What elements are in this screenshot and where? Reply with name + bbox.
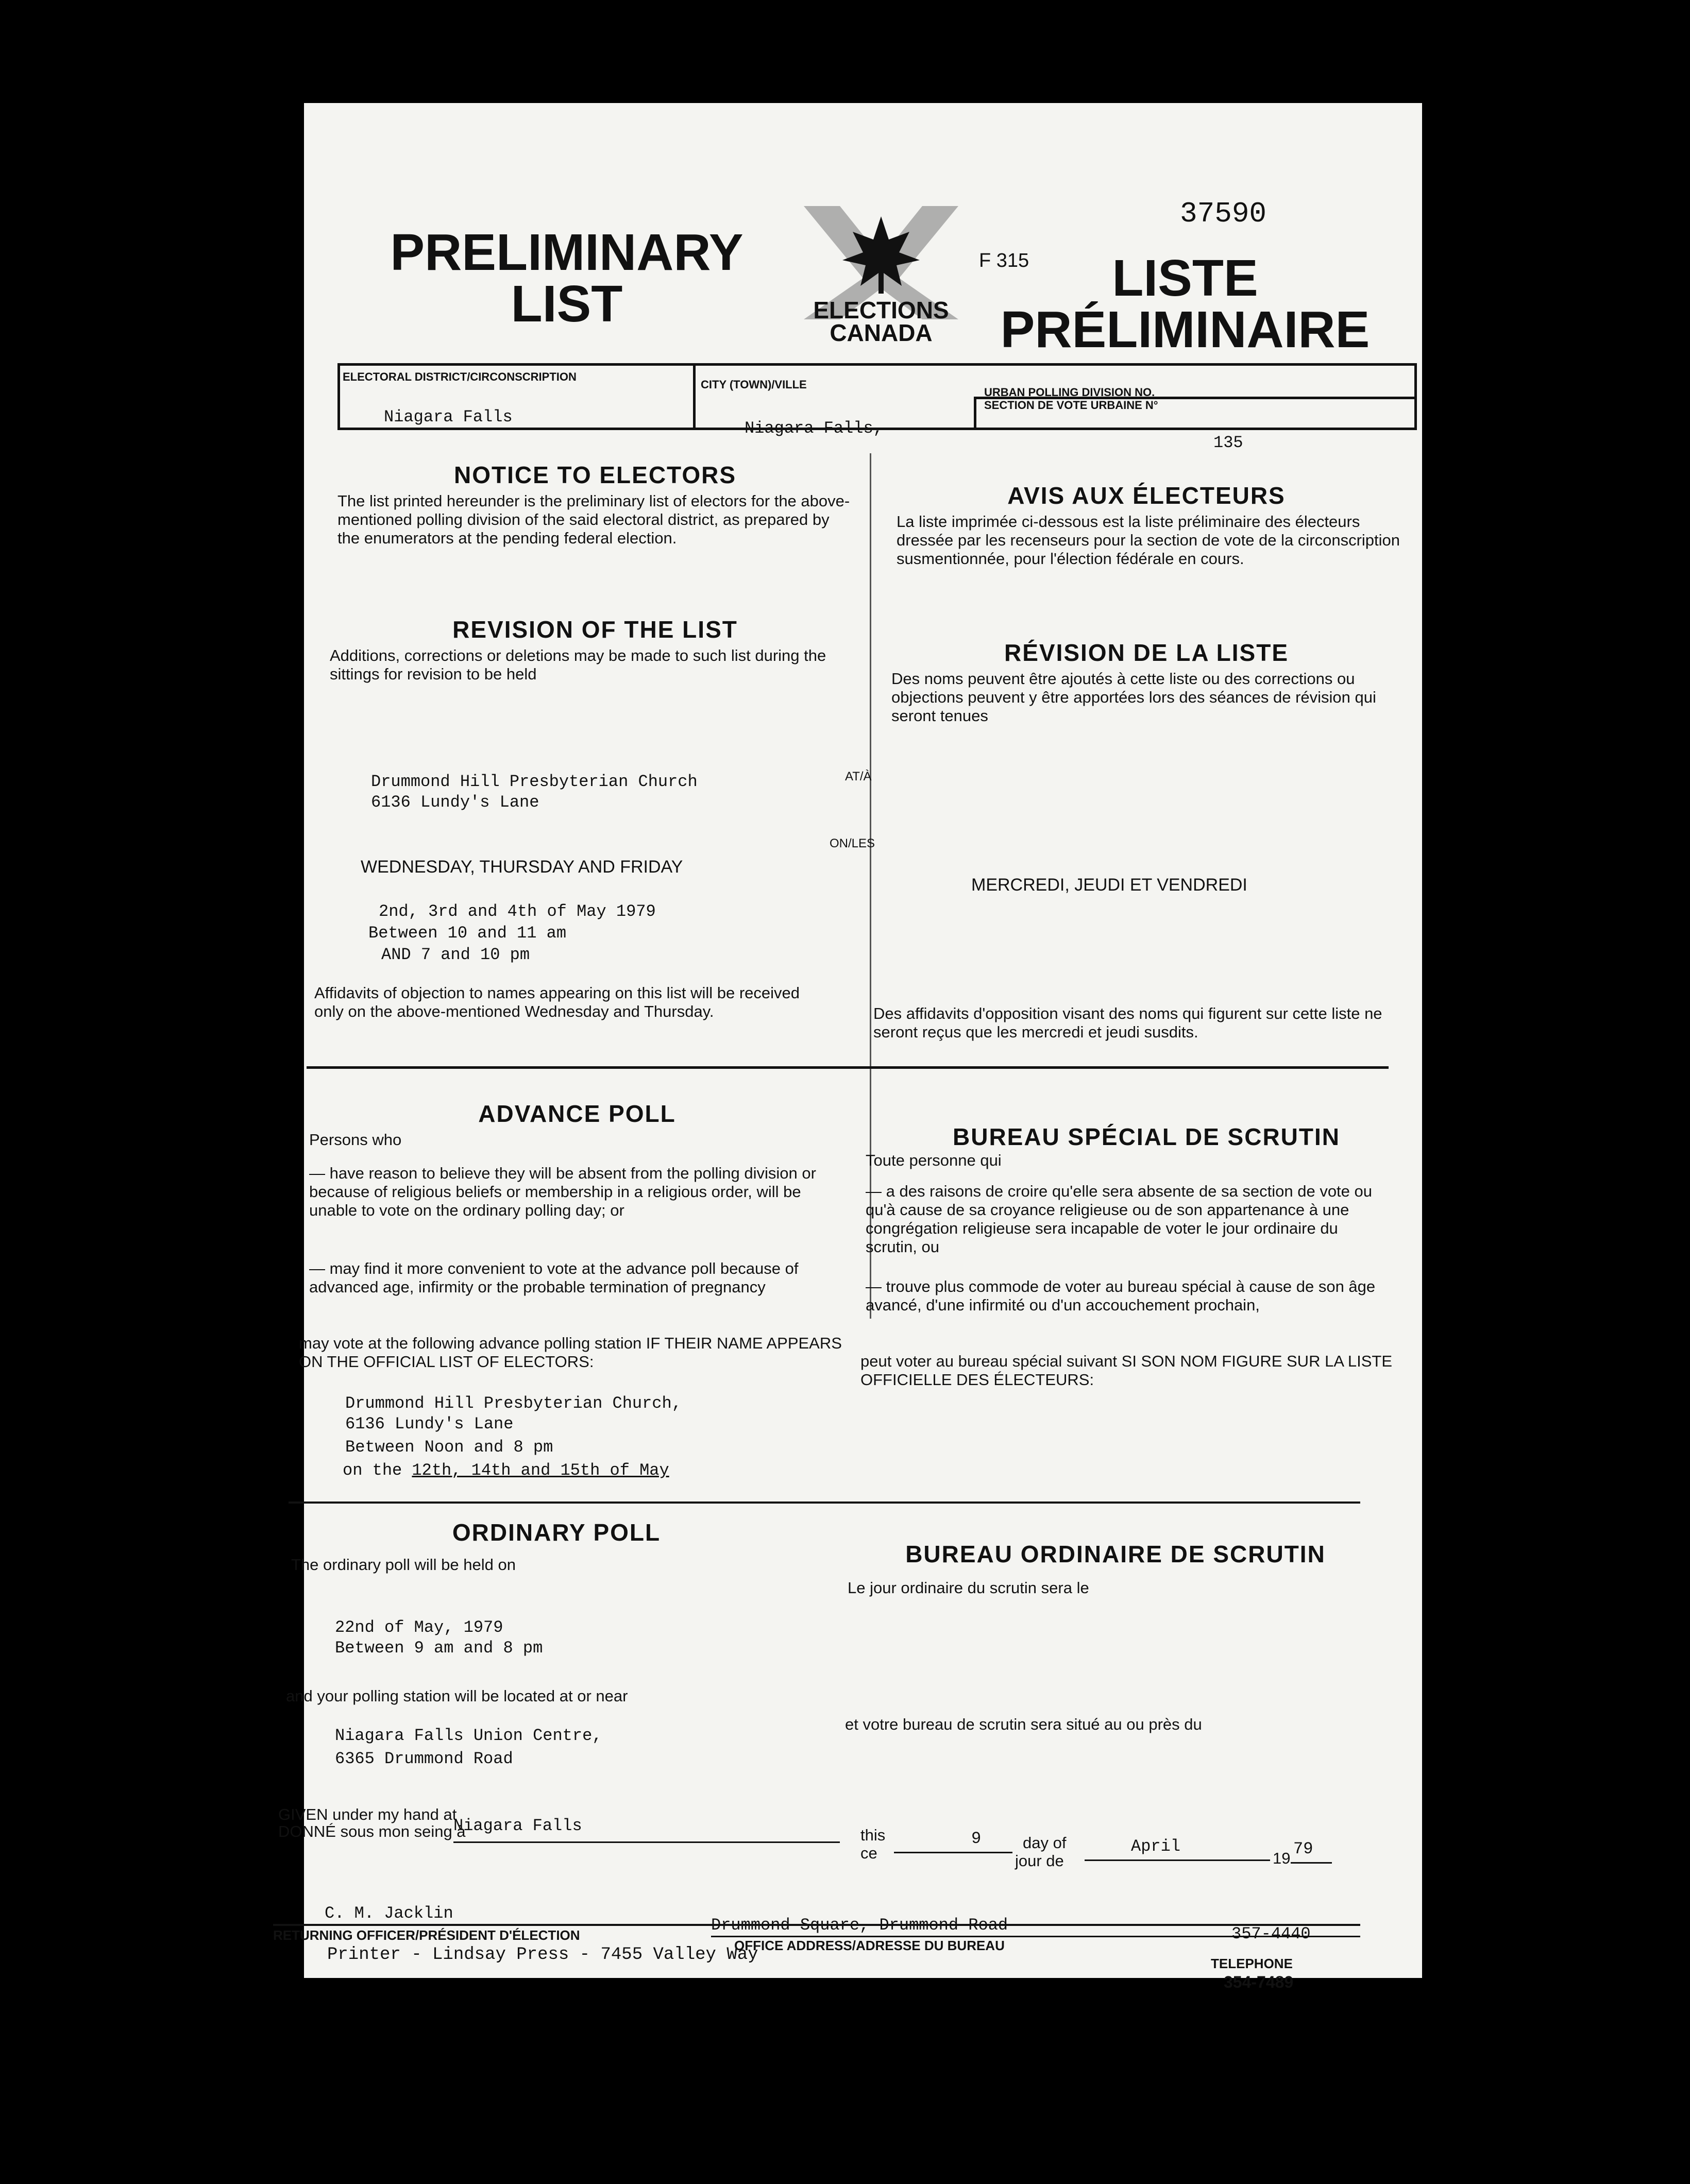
day-value: 9 <box>971 1829 982 1848</box>
section-divider <box>289 1502 1360 1504</box>
advance-place-line2: 6136 Lundy's Lane <box>345 1414 514 1434</box>
city-label: CITY (TOWN)/VILLE <box>701 378 807 391</box>
revision-days-fr: MERCREDI, JEUDI ET VENDREDI <box>971 875 1247 895</box>
year-value: 79 <box>1293 1839 1313 1858</box>
given-en: GIVEN under my hand at <box>278 1805 457 1823</box>
revision-place-line1: Drummond Hill Presbyterian Church <box>371 772 698 791</box>
advance-title-en: ADVANCE POLL <box>478 1100 676 1127</box>
division-label-line1: URBAN POLLING DIVISION NO. <box>984 386 1155 399</box>
ordinary-station-en: and your polling station will be located at or near <box>286 1687 628 1705</box>
advance-place-line4 <box>343 1460 669 1481</box>
telephone-label: TELEPHONE <box>1211 1956 1293 1971</box>
officer-label: RETURNING OFFICER/PRÉSIDENT D'ÉLECTION <box>273 1927 580 1943</box>
logo-text-line2: CANADA <box>830 319 933 346</box>
stamp-number: 37590 <box>1180 197 1267 230</box>
title-en-line2: LIST <box>511 275 623 333</box>
office-address: Drummond Square, Drummond Road <box>711 1916 1008 1935</box>
notice-text-fr: La liste imprimée ci-dessous est la liste préliminaire des électeurs dressée par les recenseurs pour la section de vote de la circonscription susmentionnée, pour l'élection fédérale en cours. <box>897 513 1400 568</box>
revision-title-fr: RÉVISION DE LA LISTE <box>1004 639 1289 666</box>
advance-title-fr: BUREAU SPÉCIAL DE SCRUTIN <box>953 1123 1340 1150</box>
advance-persons-fr: Toute personne qui <box>866 1151 1002 1169</box>
advance-item1-en: — have reason to believe they will be absent from the polling division or because of religious beliefs or membership in a religious order, will be unable to vote on the ordinary polling day; or <box>309 1164 816 1219</box>
advance-place-line4-dates: 12th, 14th and 15th of May <box>412 1461 669 1480</box>
advance-item1-fr: — a des raisons de croire qu'elle sera absente de sa section de vote ou qu'à cause de sa croyance religieuse ou de son appartenance à une congrégation religieuse sera incapable de voter le jour ordinaire du scrutin, ou <box>866 1182 1373 1256</box>
notice-title-fr: AVIS AUX ÉLECTEURS <box>1007 482 1286 509</box>
logo-text-line1: ELECTIONS <box>813 297 949 323</box>
jour-de-label: jour de <box>1015 1852 1064 1870</box>
advance-place-line1: Drummond Hill Presbyterian Church, <box>345 1394 682 1413</box>
telephone2: 354-7489 <box>1224 1973 1294 1991</box>
ordinary-date-line2: Between 9 am and 8 pm <box>335 1639 543 1658</box>
affidavit-fr: Des affidavits d'opposition visant des noms qui figurent sur cette liste ne seront reçus que les mercredi et jeudi susdits. <box>873 1004 1382 1041</box>
city-value: Niagara Falls, <box>745 419 883 438</box>
revision-date-line1: 2nd, 3rd and 4th of May 1979 <box>379 902 656 921</box>
title-fr-line2: PRÉLIMINAIRE <box>1000 301 1370 359</box>
advance-closing-fr: peut voter au bureau spécial suivant SI SON NOM FIGURE SUR LA LISTE OFFICIELLE DES ÉLECTEURS: <box>860 1352 1393 1389</box>
advance-place-line4-prefix: on the <box>343 1461 402 1480</box>
this-label: this <box>860 1826 886 1844</box>
ce-label: ce <box>860 1844 877 1862</box>
office-label: OFFICE ADDRESS/ADRESSE DU BUREAU <box>734 1938 1005 1953</box>
given-place-value: Niagara Falls <box>453 1816 582 1835</box>
ordinary-held-fr: Le jour ordinaire du scrutin sera le <box>848 1579 1089 1597</box>
at-label: AT/À <box>845 770 872 783</box>
day-of-label: day of <box>1023 1834 1067 1852</box>
advance-item2-en: — may find it more convenient to vote at the advance poll because of advanced age, infirmity or the probable termination of pregnancy <box>309 1259 799 1296</box>
revision-place-line2: 6136 Lundy's Lane <box>371 793 539 812</box>
advance-place-line3: Between Noon and 8 pm <box>345 1438 553 1457</box>
revision-days-en: WEDNESDAY, THURSDAY AND FRIDAY <box>361 857 683 877</box>
on-label: ON/LES <box>830 837 875 850</box>
officer-name: C. M. Jacklin <box>325 1904 453 1923</box>
section-divider <box>307 1066 1389 1069</box>
form-number: F 315 <box>979 250 1029 271</box>
affidavit-en: Affidavits of objection to names appearing on this list will be received only on the above-mentioned Wednesday and Thursday. <box>314 984 800 1020</box>
printer-line: Printer - Lindsay Press - 7455 Valley Way <box>327 1945 758 1965</box>
ordinary-station-fr: et votre bureau de scrutin sera situé au ou près du <box>845 1715 1202 1733</box>
revision-title-en: REVISION OF THE LIST <box>452 616 738 643</box>
given-fr: DONNÉ sous mon seing à <box>278 1822 466 1840</box>
revision-text-en: Additions, corrections or deletions may be made to such list during the sittings for revision to be held <box>330 646 826 683</box>
ordinary-title-en: ORDINARY POLL <box>452 1519 661 1546</box>
title-en-line1: PRELIMINARY <box>390 224 743 281</box>
ordinary-place-line1: Niagara Falls Union Centre, <box>335 1726 602 1745</box>
notice-text-en: The list printed hereunder is the preliminary list of electors for the above-mentioned polling division of the said electoral district, as prepared by the enumerators at the pending federal election. <box>337 492 850 547</box>
district-label: ELECTORAL DISTRICT/CIRCONSCRIPTION <box>343 370 577 383</box>
ordinary-title-fr: BUREAU ORDINAIRE DE SCRUTIN <box>905 1541 1326 1567</box>
advance-persons-en: Persons who <box>309 1131 402 1149</box>
revision-date-line2: Between 10 and 11 am <box>368 924 567 943</box>
ordinary-held-en: The ordinary poll will be held on <box>291 1556 516 1574</box>
division-label-line2: SECTION DE VOTE URBAINE N° <box>984 399 1158 412</box>
district-value: Niagara Falls <box>384 407 513 426</box>
advance-item2-fr: — trouve plus commode de voter au bureau spécial à cause de son âge avancé, d'une infirmité ou d'un accouchement prochain, <box>866 1277 1376 1314</box>
notice-title-en: NOTICE TO ELECTORS <box>453 462 737 488</box>
month-value: April <box>1131 1837 1181 1856</box>
advance-closing-en: may vote at the following advance polling station IF THEIR NAME APPEARS ON THE OFFICIAL LIST OF ELECTORS: <box>299 1334 842 1371</box>
title-fr-line1: LISTE <box>1112 249 1258 307</box>
telephone1: 357-4440 <box>1231 1924 1311 1943</box>
year-prefix: 19 <box>1273 1849 1291 1867</box>
ordinary-date-line1: 22nd of May, 1979 <box>335 1618 503 1637</box>
revision-text-fr: Des noms peuvent être ajoutés à cette liste ou des corrections ou objections peuvent y être apportées lors des séances de révision qui seront tenues <box>891 670 1376 725</box>
division-value: 135 <box>1213 433 1243 452</box>
ordinary-place-line2: 6365 Drummond Road <box>335 1749 513 1768</box>
revision-date-line3: AND 7 and 10 pm <box>381 945 530 964</box>
